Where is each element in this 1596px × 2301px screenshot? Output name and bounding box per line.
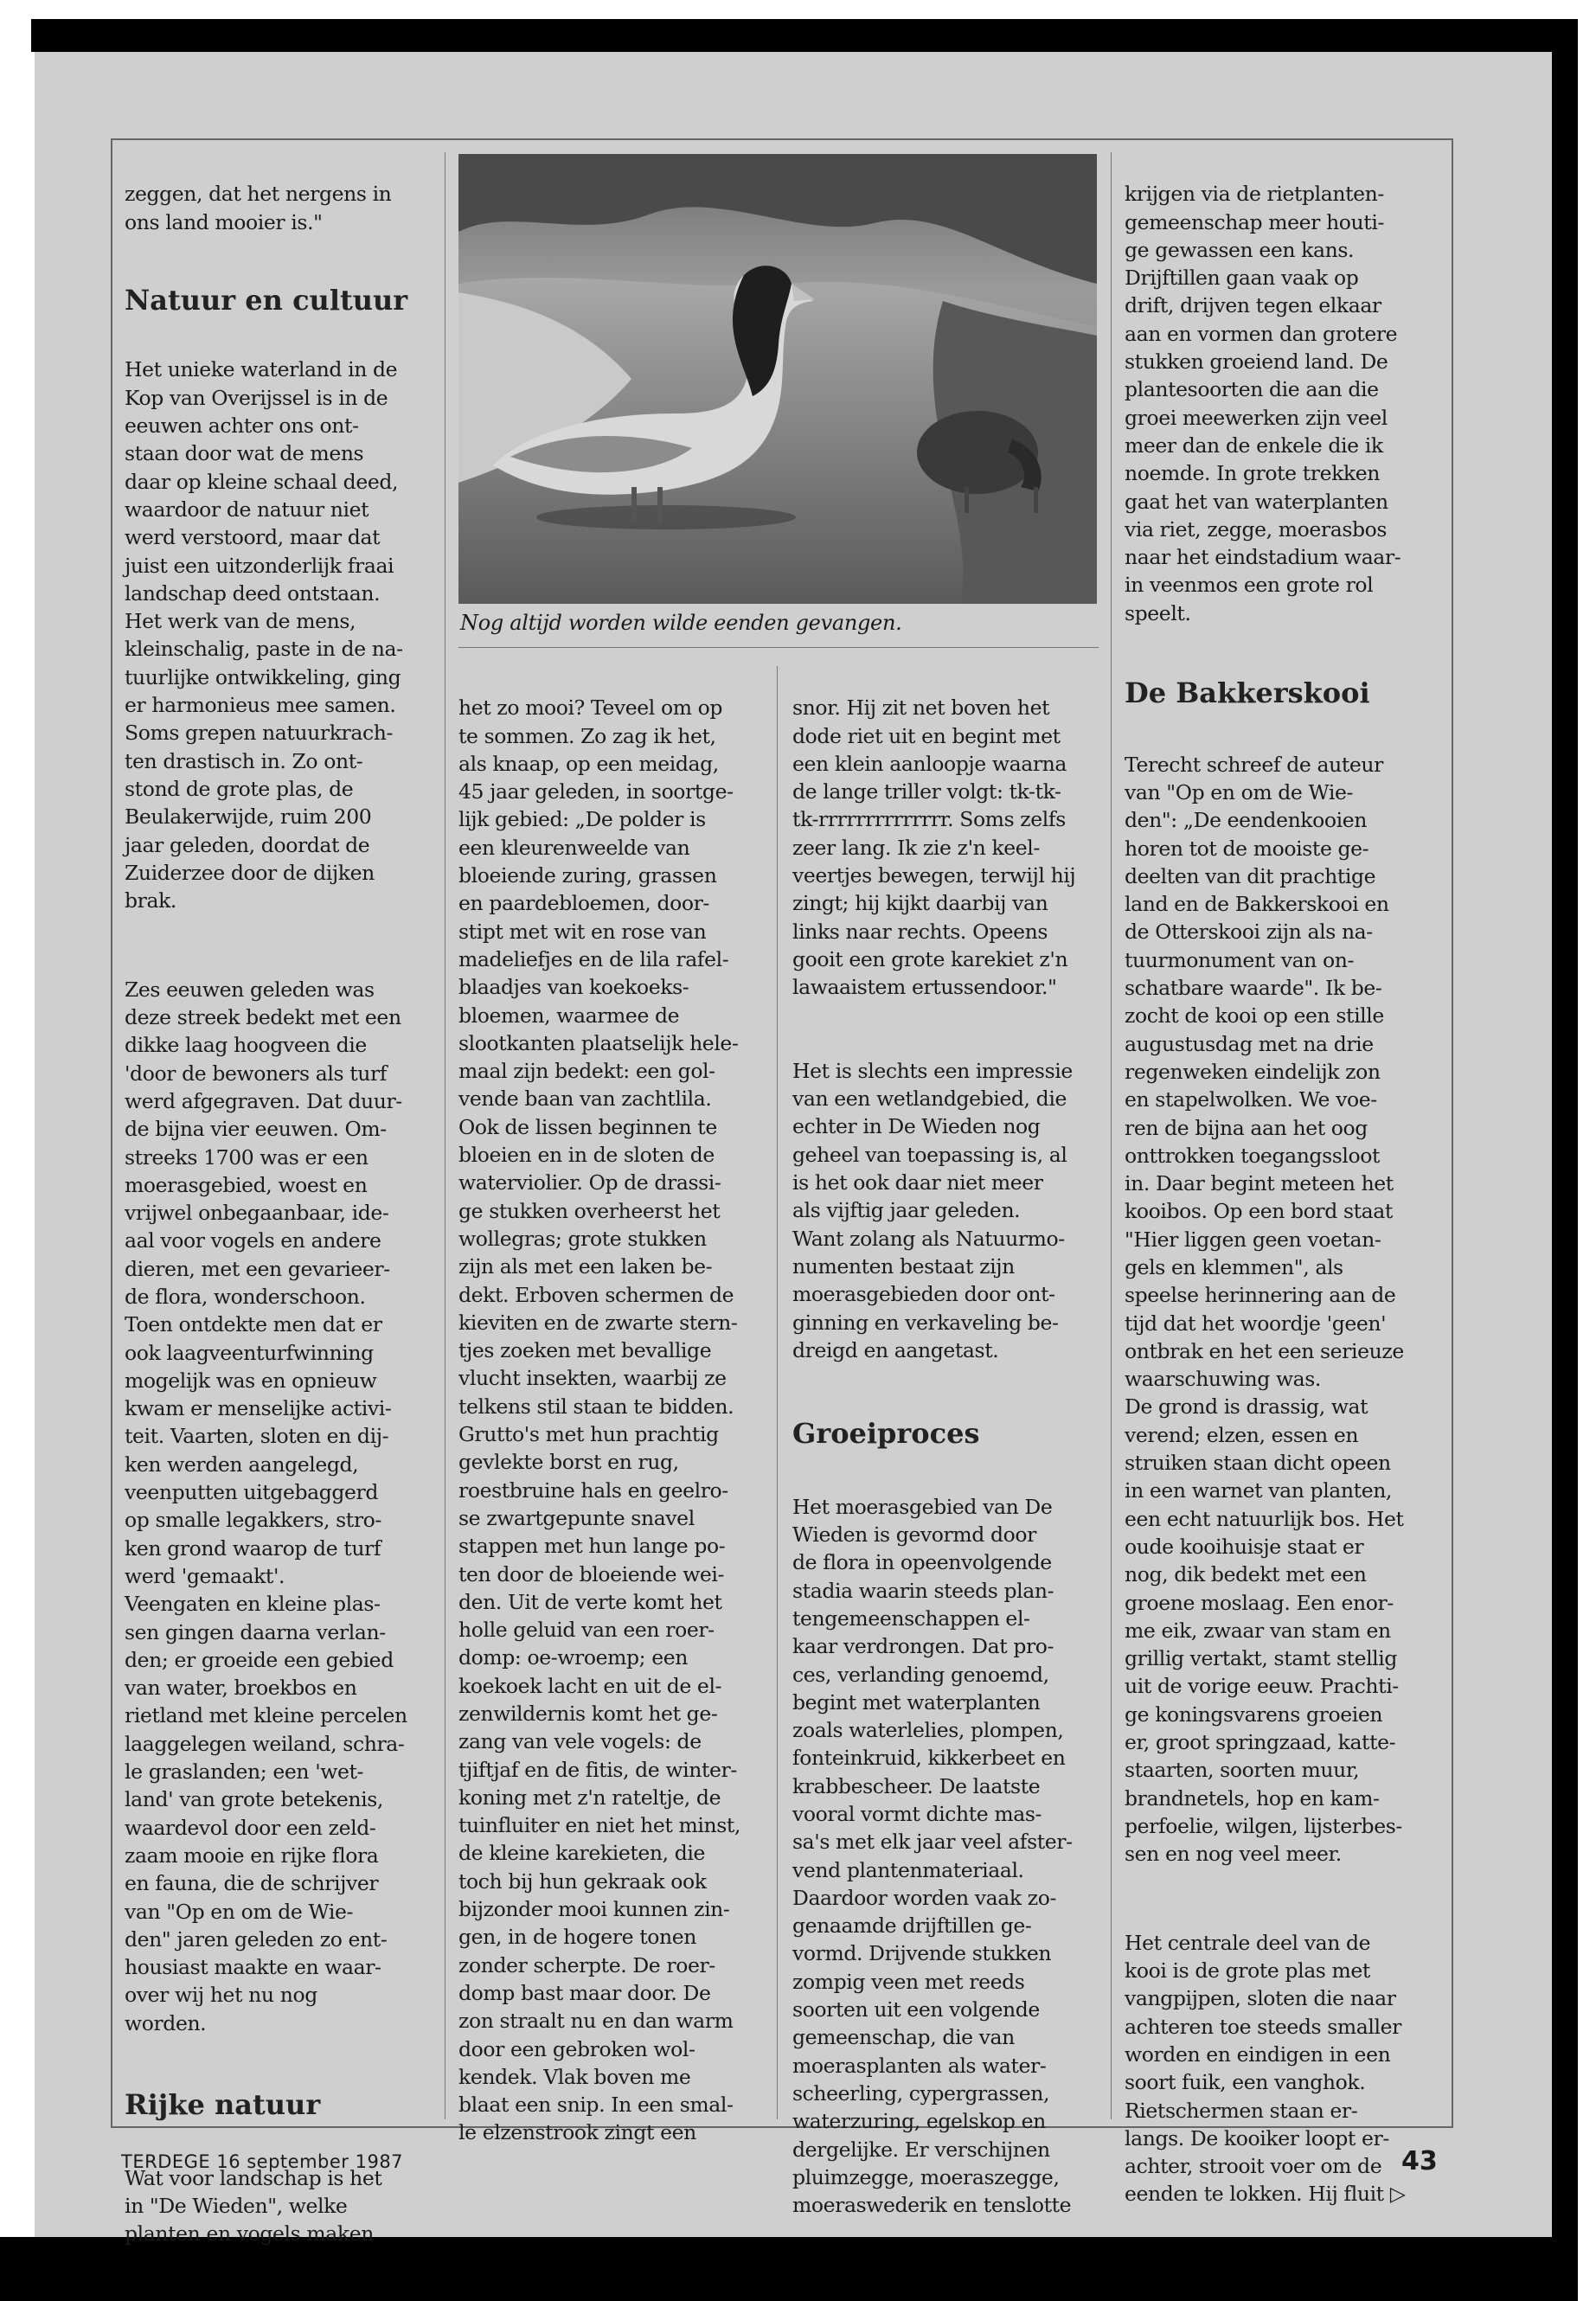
heading-de-bakkerskooi: De Bakkerskooi <box>1125 676 1370 710</box>
paragraph: Wat voor landschap is het in "De Wieden", welke planten en vogels maken <box>125 2165 382 2247</box>
duck-photo <box>458 154 1097 604</box>
paragraph: snor. Hij zit net boven het dode riet uit en begint met een klein aanloopje waarna de lange triller volgt: tk-tk- tk-rrrrrrrrrrrrrr. Soms zelfs zeer lang. Ik zie z'n keel- veertjes bewegen, terwijl hij zingt; hij kijkt daarbij van links naar rechts. Opeens gooit een grote karekiet z'n lawaaistem ertussendoor." <box>792 695 1076 1000</box>
scan-border-right <box>1552 19 1578 2284</box>
column-3 <box>792 666 1104 2247</box>
publication-footer: TERDEGE 16 september 1987 <box>121 2151 404 2172</box>
paragraph: Het is slechts een impressie van een wetlandgebied, die echter in De Wieden nog geheel van toepassing is, al is het ook daar niet meer als vijftig jaar geleden. Want zolang als Natuurmo- numenten bestaat zijn moerasgebieden door ont- ginning en verkaveling be- dreigd en aangetast. <box>792 1058 1073 1362</box>
column-1 <box>125 152 436 2276</box>
column-2 <box>458 666 770 2175</box>
column-rule <box>777 666 778 2119</box>
heading-groeiproces: Groeiproces <box>792 1417 980 1451</box>
paragraph: het zo mooi? Teveel om op te sommen. Zo zag ik het, als knaap, op een meidag, 45 jaar geleden, in soortge- lijk gebied: „De polder is een kleurenweelde van bloeiende zuring, grassen en paardebloemen, door- stipt met wit en rose van madeliefjes en de lila rafel- blaadjes van koekoeks- bloemen, waarmee de slootkanten plaatselijk hele- maal zijn bedekt: een gol- vende baan van zachtlila. Ook de lissen beginnen te bloeien en in de sloten de waterviolier. Op de drassi- ge stukken overheerst het wollegras; grote stukken zijn als met een laken be- dekt. Erboven schermen de kieviten en de zwarte stern- tjes zoeken met bevallige vlucht insekten, waarbij ze telkens stil staan te bidden. Grutto's met hun prachtig gevlekte borst en rug, roestbruine hals en geelro- se zwartgepunte snavel stappen met hun lange po- ten door de bloeiende wei- den. Uit de verte komt het holle geluid van een roer- domp: oe-wroemp; een koekoek lacht en uit de el- zenwildernis komt het ge- zang van vele vogels: de tjiftjaf en de fitis, de winter- koning met z'n rateltje, de tuinfluiter en niet het minst, de kleine karekieten, die toch bij hun gekraak ook bijzonder mooi kunnen zin- gen, in de hogere tonen zonder scherpte. De roer- domp bast maar door. De zon straalt nu en dan warm door een gebroken wol- kendek. Vlak boven me blaat een snip. In een smal- le elzenstrook zingt een <box>458 695 740 2145</box>
heading-rijke-natuur: Rijke natuur <box>125 2088 321 2122</box>
paragraph: Zes eeuwen geleden was deze streek bedekt met een dikke laag hoogveen die 'door de bewoners als turf werd afgegraven. Dat duur- de bijna vier eeuwen. Om- streeks 1700 was er een moerasgebied, woest en vrijwel onbegaanbaar, ide- aal voor vogels en andere dieren, met een gevarieer- de flora, wonderschoon. Toen ontdekte men dat er ook laagveenturfwinning mogelijk was en opnieuw kwam er menselijke activi- teit. Vaarten, sloten en dij- ken werden aangelegd, veenputten uitgebaggerd op smalle legakkers, stro- ken grond waarop de turf werd 'gemaakt'. Veengaten en kleine plas- sen gingen daarna verlan- den; er groeide een gebied van water, broekbos en rietland met kleine percelen laaggelegen weiland, schra- le graslanden; een 'wet- land' van grote betekenis, waardevol door een zeld- zaam mooie en rijke flora en fauna, die de schrijver van "Op en om de Wie- den" jaren geleden zo ent- housiast maakte en waar- over wij het nu nog worden. <box>125 977 407 2035</box>
continue-arrow-icon: ▷ <box>1389 2182 1406 2207</box>
paragraph: zeggen, dat het nergens in ons land mooier is." <box>125 182 392 234</box>
page-number: 43 <box>1401 2146 1438 2176</box>
heading-natuur-en-cultuur: Natuur en cultuur <box>125 284 408 317</box>
paragraph: Terecht schreef de auteur van "Op en om de Wie- den": „De eendenkooien horen tot de mooiste ge- deelten van dit prachtige land en de Bakkerskooi en de Otterskooi zijn als na- tuurmonument van on- schatbare waarde". Ik be- zocht de kooi op een stille augustusdag met na drie regenweken eindelijk zon en stapelwolken. We voe- ren de bijna aan het oog onttrokken toegangssloot in. Daar begint meteen het kooibos. Op een bord staat "Hier liggen geen voetan- gels en klemmen", als speelse herinnering aan de tijd dat het woordje 'geen' ontbrak en het een serieuze waarschuwing was. De grond is drassig, wat verend; elzen, essen en struiken staan dicht opeen in een warnet van planten, een echt natuurlijk bos. Het oude kooihuisje staat er nog, dik bedekt met een groene moslaag. Een enor- me eik, zwaar van stam en grillig vertakt, stamt stellig uit de vorige eeuw. Prachti- ge koningsvarens groeien er, groot springzaad, katte- staarten, soorten muur, brandnetels, hop en kam- perfoelie, wilgen, lijsterbes- sen en nog veel meer. <box>1125 752 1404 1867</box>
paragraph: Het unieke waterland in de Kop van Overijssel is in de eeuwen achter ons ont- staan door wat de mens daar op kleine schaal deed, waardoor de natuur niet werd verstoord, maar dat juist een uitzonderlijk fraai landschap deed ontstaan. Het werk van de mens, kleinschalig, paste in de na- tuurlijke ontwikkeling, ging er harmonieus mee samen. Soms grepen natuurkrach- ten drastisch in. Zo ont- stond de grote plas, de Beulakerwijde, ruim 200 jaar geleden, doordat de Zuiderzee door de dijken brak. <box>125 357 403 913</box>
column-4 <box>1125 152 1445 2236</box>
paragraph: krijgen via de rietplanten- gemeenschap meer houti- ge gewassen een kans. Drijftillen gaan vaak op drift, drijven tegen elkaar aan en vormen dan grotere stukken groeiend land. De plantesoorten die aan die groei meewerken zijn veel meer dan de enkele die ik noemde. In grote trekken gaat het van waterplanten via riet, zegge, moerasbos naar het eindstadium waar- in veenmos een grote rol speelt. <box>1125 182 1401 625</box>
column-rule <box>1111 152 1112 2119</box>
caption-rule <box>458 647 1099 648</box>
paragraph <box>1125 1929 1445 2208</box>
scan-border-top <box>31 19 1552 52</box>
photo-caption: Nog altijd worden wilde eenden gevangen. <box>460 611 902 635</box>
paragraph: Het moerasgebied van De Wieden is gevormd door de flora in opeenvolgende stadia waarin steeds plan- tengemeenschappen el- kaar verdrongen. Dat pro- ces, verlanding genoemd, begint met waterplanten zoals waterlelies, plompen, fonteinkruid, kikkerbeet en krabbescheer. De laatste vooral vormt dichte mas- sa's met elk jaar veel afster- vend plantenmateriaal. Daardoor worden vaak zo- genaamde drijftillen ge- vormd. Drijvende stukken zompig veen met reeds soorten uit een volgende gemeenschap, die van moerasplanten als water- scheerling, cypergrassen, waterzuring, egelskop en dergelijke. Er verschijnen pluimzegge, moeraszegge, moeraswederik en tenslotte <box>792 1494 1073 2218</box>
paragraph-text: Het centrale deel van de kooi is de grote plas met vangpijpen, sloten die naar achteren toe steeds smaller worden en eindigen in een soort fuik, een vanghok. Rietschermen staan er- langs. De kooiker loopt er- achter, strooit voer om de eenden te lokken. Hij fluit <box>1125 1930 1401 2207</box>
